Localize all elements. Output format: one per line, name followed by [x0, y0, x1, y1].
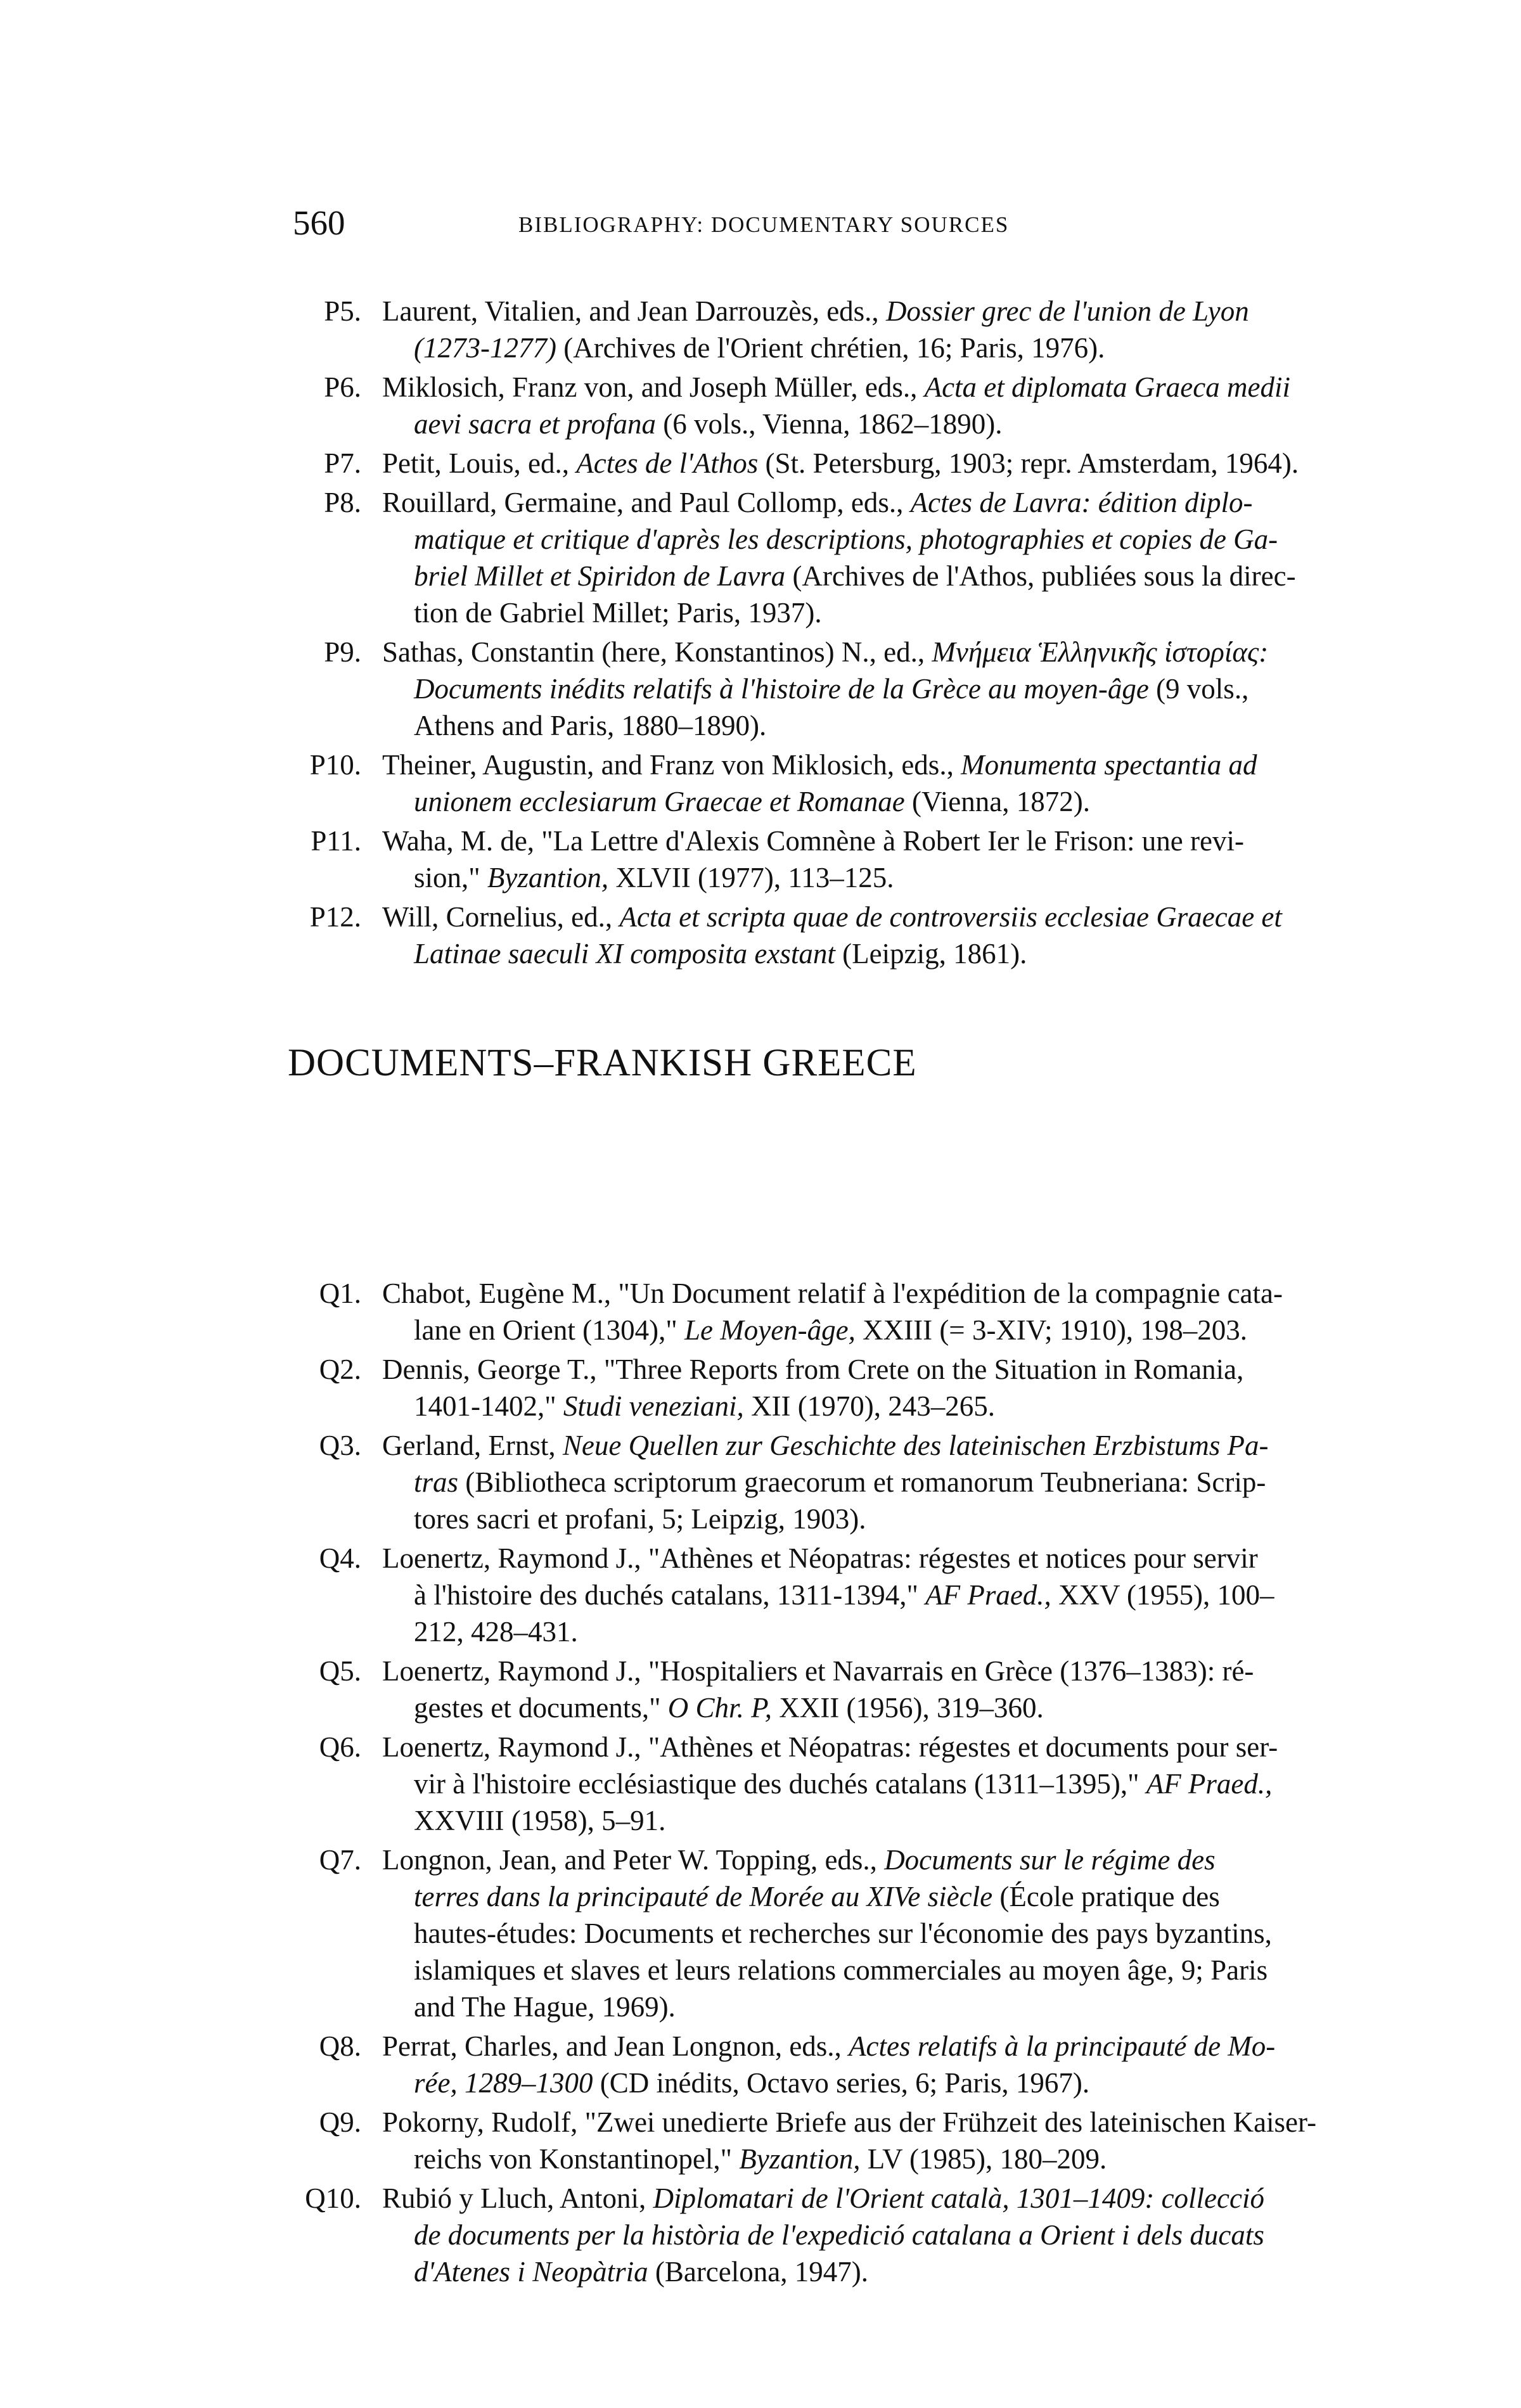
- entry-line: [382, 330, 1416, 366]
- entry-title-text: Studi veneziani,: [563, 1390, 744, 1422]
- entry-title-text: d'Atenes i Neopàtria: [414, 2256, 648, 2288]
- entry-title-text: Μνήμεια Ἑλληνικῆς ἱστορίας:: [932, 636, 1269, 668]
- entry-label: Q8.: [319, 2030, 361, 2062]
- entry-plain-text: XII (1970), 243–265.: [743, 1390, 996, 1422]
- entry-plain-text: Waha, M. de, "La Lettre d'Alexis Comnène à Robert Ier le Frison: une revi-: [382, 825, 1244, 857]
- entry-plain-text: hautes-études: Documents et recherches sur l'économie des pays byzantins,: [414, 1918, 1272, 1949]
- entry-plain-text: Gerland, Ernst,: [382, 1430, 563, 1461]
- entry-line: [382, 1388, 1416, 1425]
- entry-title-text: Diplomatari de l'Orient català, 1301–1409: collecció: [653, 2182, 1264, 2214]
- entry-plain-text: sion,": [414, 862, 487, 893]
- entry-line: [382, 2141, 1416, 2177]
- entry-title-text: briel Millet et Spiridon de Lavra: [414, 560, 786, 592]
- entry-line: [382, 1878, 1416, 1915]
- entry-title-text: Byzantion,: [487, 862, 609, 893]
- entry-plain-text: Longnon, Jean, and Peter W. Topping, eds.,: [382, 1844, 885, 1876]
- entry-label: Q6.: [319, 1731, 361, 1763]
- entry-plain-text: Theiner, Augustin, and Franz von Miklosich, eds.,: [382, 749, 961, 781]
- entry-plain-text: tores sacri et profani, 5; Leipzig, 1903).: [414, 1503, 866, 1535]
- entry-label: P12.: [309, 901, 361, 933]
- entry-plain-text: (6 vols., Vienna, 1862–1890).: [656, 408, 1003, 440]
- entry-line: [382, 1464, 1416, 1501]
- entry-title-text: tras: [414, 1466, 459, 1498]
- entry-title-text: O Chr. P,: [667, 1692, 773, 1724]
- entry-line: [382, 1275, 1416, 1312]
- entry-text: [382, 1729, 1416, 1839]
- entry-text: [382, 634, 1416, 744]
- entry-text: [382, 2028, 1416, 2101]
- entry-line: [382, 445, 1416, 482]
- entry-title-text: (1273-1277): [414, 332, 556, 364]
- entry-title-text: rée, 1289–1300: [414, 2067, 593, 2099]
- entry-line: [382, 670, 1416, 707]
- entry-label: Q5.: [319, 1655, 361, 1687]
- entry-line: [382, 1729, 1416, 1765]
- entry-title-text: Latinae saeculi XI composita exstant: [414, 938, 835, 970]
- entry-plain-text: tion de Gabriel Millet; Paris, 1937).: [414, 597, 822, 629]
- entry-label: Q4.: [319, 1542, 361, 1574]
- entry-plain-text: LV (1985), 180–209.: [860, 2143, 1107, 2175]
- entry-line: [382, 935, 1416, 972]
- entry-plain-text: (CD inédits, Octavo series, 6; Paris, 1967).: [593, 2067, 1090, 2099]
- entry-title-text: Actes relatifs à la principauté de Mo-: [849, 2030, 1276, 2062]
- entry-plain-text: Pokorny, Rudolf, "Zwei unedierte Briefe aus der Frühzeit des lateinischen Kaiser-: [382, 2106, 1317, 2138]
- entry-text: [382, 2180, 1416, 2290]
- entry-title-text: Monumenta spectantia ad: [961, 749, 1257, 781]
- entry-line: [382, 2028, 1416, 2065]
- entry-line: [382, 406, 1416, 442]
- entry-plain-text: Loenertz, Raymond J., "Athènes et Néopatras: régestes et notices pour servir: [382, 1542, 1258, 1574]
- entry-text: [382, 293, 1416, 366]
- entry-plain-text: (Archives de l'Athos, publiées sous la direc-: [785, 560, 1296, 592]
- entry-line: [382, 1689, 1416, 1726]
- entry-plain-text: (Vienna, 1872).: [904, 786, 1090, 817]
- entry-line: [382, 2065, 1416, 2101]
- entry-line: [382, 783, 1416, 820]
- entry-line: [382, 594, 1416, 631]
- entry-line: [382, 1765, 1416, 1802]
- entry-line: [382, 1802, 1416, 1839]
- entry-plain-text: Athens and Paris, 1880–1890).: [414, 710, 767, 741]
- entry-plain-text: à l'histoire des duchés catalans, 1311-1394,": [414, 1579, 926, 1611]
- entry-line: [382, 859, 1416, 896]
- entry-line: [382, 634, 1416, 670]
- entry-line: [382, 1613, 1416, 1650]
- entry-plain-text: lane en Orient (1304),": [414, 1314, 684, 1346]
- entry-label: P6.: [324, 371, 361, 403]
- entry-plain-text: XXIII (= 3-XIV; 1910), 198–203.: [855, 1314, 1248, 1346]
- entry-plain-text: (Archives de l'Orient chrétien, 16; Paris, 1976).: [556, 332, 1105, 364]
- entry-plain-text: (9 vols.,: [1148, 673, 1249, 705]
- entry-plain-text: Loenertz, Raymond J., "Athènes et Néopatras: régestes et documents pour ser-: [382, 1731, 1278, 1763]
- entry-plain-text: Miklosich, Franz von, and Joseph Müller, eds.,: [382, 371, 925, 403]
- entry-title-text: Byzantion,: [739, 2143, 861, 2175]
- entry-plain-text: (St. Petersburg, 1903; repr. Amsterdam, 1964).: [758, 447, 1299, 479]
- entry-plain-text: and The Hague, 1969).: [414, 1991, 676, 2023]
- entry-text: [382, 369, 1416, 442]
- entry-line: [382, 484, 1416, 521]
- entry-line: [382, 1952, 1416, 1989]
- entry-label: Q7.: [319, 1844, 361, 1876]
- entry-text: [382, 1540, 1416, 1650]
- entry-plain-text: XXV (1955), 100–: [1051, 1579, 1274, 1611]
- entry-plain-text: Laurent, Vitalien, and Jean Darrouzès, eds.,: [382, 295, 886, 327]
- entry-title-text: Dossier grec de l'union de Lyon: [885, 295, 1249, 327]
- entry-line: [382, 1653, 1416, 1689]
- entry-plain-text: 212, 428–431.: [414, 1616, 578, 1648]
- entry-label: P10.: [309, 749, 361, 781]
- entry-title-text: terres dans la principauté de Morée au XIVe siècle: [414, 1881, 993, 1912]
- entry-label: P7.: [324, 447, 361, 479]
- entry-plain-text: XXVIII (1958), 5–91.: [414, 1805, 666, 1836]
- entry-label: Q1.: [319, 1278, 361, 1309]
- entry-line: [382, 1989, 1416, 2025]
- entry-plain-text: (Barcelona, 1947).: [648, 2256, 868, 2288]
- entry-plain-text: (École pratique des: [992, 1881, 1220, 1912]
- entry-plain-text: XXII (1956), 319–360.: [772, 1692, 1044, 1724]
- entry-text: [382, 1275, 1416, 1348]
- running-head: BIBLIOGRAPHY: DOCUMENTARY SOURCES: [518, 212, 1010, 237]
- entry-title-text: unionem ecclesiarum Graecae et Romanae: [414, 786, 905, 817]
- entry-title-text: matique et critique d'après les descriptions, photographies et copies de Ga-: [414, 523, 1278, 555]
- entry-title-text: Le Moyen-âge,: [684, 1314, 856, 1346]
- entry-line: [382, 369, 1416, 406]
- entry-label: P9.: [324, 636, 361, 668]
- entry-line: [382, 1501, 1416, 1537]
- entry-label: P5.: [324, 295, 361, 327]
- entry-plain-text: (Leipzig, 1861).: [835, 938, 1027, 970]
- entry-line: [382, 1915, 1416, 1952]
- entry-text: [382, 445, 1416, 482]
- entry-line: [382, 2104, 1416, 2141]
- page-header: [293, 204, 1180, 242]
- entry-line: [382, 2253, 1416, 2290]
- entry-line: [382, 2180, 1416, 2217]
- entry-title-text: Actes de Lavra: édition diplo-: [910, 487, 1253, 518]
- entry-line: [382, 1427, 1416, 1464]
- entry-plain-text: Petit, Louis, ed.,: [382, 447, 577, 479]
- entry-text: [382, 484, 1416, 631]
- entry-plain-text: (Bibliotheca scriptorum graecorum et romanorum Teubneriana: Scrip-: [458, 1466, 1266, 1498]
- entry-title-text: Acta et diplomata Graeca medii: [924, 371, 1290, 403]
- entry-line: [382, 293, 1416, 330]
- entry-line: [382, 707, 1416, 744]
- entry-text: [382, 746, 1416, 820]
- entry-line: [382, 746, 1416, 783]
- entry-text: [382, 1653, 1416, 1726]
- entry-plain-text: Rouillard, Germaine, and Paul Collomp, eds.,: [382, 487, 911, 518]
- entry-label: Q9.: [319, 2106, 361, 2138]
- entry-label: P8.: [324, 487, 361, 518]
- section-heading: DOCUMENTS–FRANKISH GREECE: [288, 1042, 917, 1084]
- entry-plain-text: Perrat, Charles, and Jean Longnon, eds.,: [382, 2030, 849, 2062]
- entry-plain-text: XLVII (1977), 113–125.: [608, 862, 894, 893]
- page-number: 560: [293, 203, 345, 242]
- entry-text: [382, 1427, 1416, 1537]
- entry-plain-text: islamiques et slaves et leurs relations commerciales au moyen âge, 9; Paris: [414, 1954, 1268, 1986]
- entry-title-text: de documents per la història de l'expedició catalana a Orient i dels ducats: [414, 2219, 1264, 2251]
- entry-label: Q10.: [305, 2182, 361, 2214]
- entry-title-text: AF Praed.,: [1146, 1768, 1273, 1800]
- entry-plain-text: 1401-1402,": [414, 1390, 563, 1422]
- entry-plain-text: Loenertz, Raymond J., "Hospitaliers et Navarrais en Grèce (1376–1383): ré-: [382, 1655, 1254, 1687]
- entry-line: [382, 1312, 1416, 1348]
- entry-title-text: Neue Quellen zur Geschichte des lateinischen Erzbistums Pa-: [562, 1430, 1269, 1461]
- entry-title-text: Acta et scripta quae de controversiis ecclesiae Graecae et: [619, 901, 1282, 933]
- entry-line: [382, 899, 1416, 935]
- entry-label: P11.: [311, 825, 361, 857]
- entry-text: [382, 823, 1416, 896]
- entry-line: [382, 1841, 1416, 1878]
- entry-text: [382, 899, 1416, 972]
- entry-line: [382, 1577, 1416, 1613]
- entry-plain-text: Chabot, Eugène M., "Un Document relatif à l'expédition de la compagnie cata-: [382, 1278, 1283, 1309]
- entry-text: [382, 2104, 1416, 2177]
- entry-title-text: Documents sur le régime des: [884, 1844, 1216, 1876]
- entry-line: [382, 558, 1416, 594]
- entry-title-text: Actes de l'Athos: [576, 447, 759, 479]
- entry-title-text: aevi sacra et profana: [414, 408, 657, 440]
- entry-line: [382, 823, 1416, 859]
- entry-line: [382, 1351, 1416, 1388]
- entry-plain-text: Rubió y Lluch, Antoni,: [382, 2182, 653, 2214]
- entry-line: [382, 2217, 1416, 2253]
- entry-plain-text: reichs von Konstantinopel,": [414, 2143, 740, 2175]
- entry-title-text: AF Praed.,: [925, 1579, 1051, 1611]
- entry-plain-text: gestes et documents,": [414, 1692, 668, 1724]
- entry-plain-text: Dennis, George T., "Three Reports from Crete on the Situation in Romania,: [382, 1354, 1244, 1385]
- entry-label: Q2.: [319, 1354, 361, 1385]
- entry-title-text: Documents inédits relatifs à l'histoire de la Grèce au moyen-âge: [414, 673, 1149, 705]
- entry-plain-text: Sathas, Constantin (here, Konstantinos) N., ed.,: [382, 636, 932, 668]
- entry-plain-text: vir à l'histoire ecclésiastique des duchés catalans (1311–1395),": [414, 1768, 1146, 1800]
- entry-plain-text: Will, Cornelius, ed.,: [382, 901, 620, 933]
- entry-text: [382, 1351, 1416, 1425]
- entry-text: [382, 1841, 1416, 2025]
- entry-label: Q3.: [319, 1430, 361, 1461]
- entry-line: [382, 1540, 1416, 1577]
- entry-line: [382, 521, 1416, 558]
